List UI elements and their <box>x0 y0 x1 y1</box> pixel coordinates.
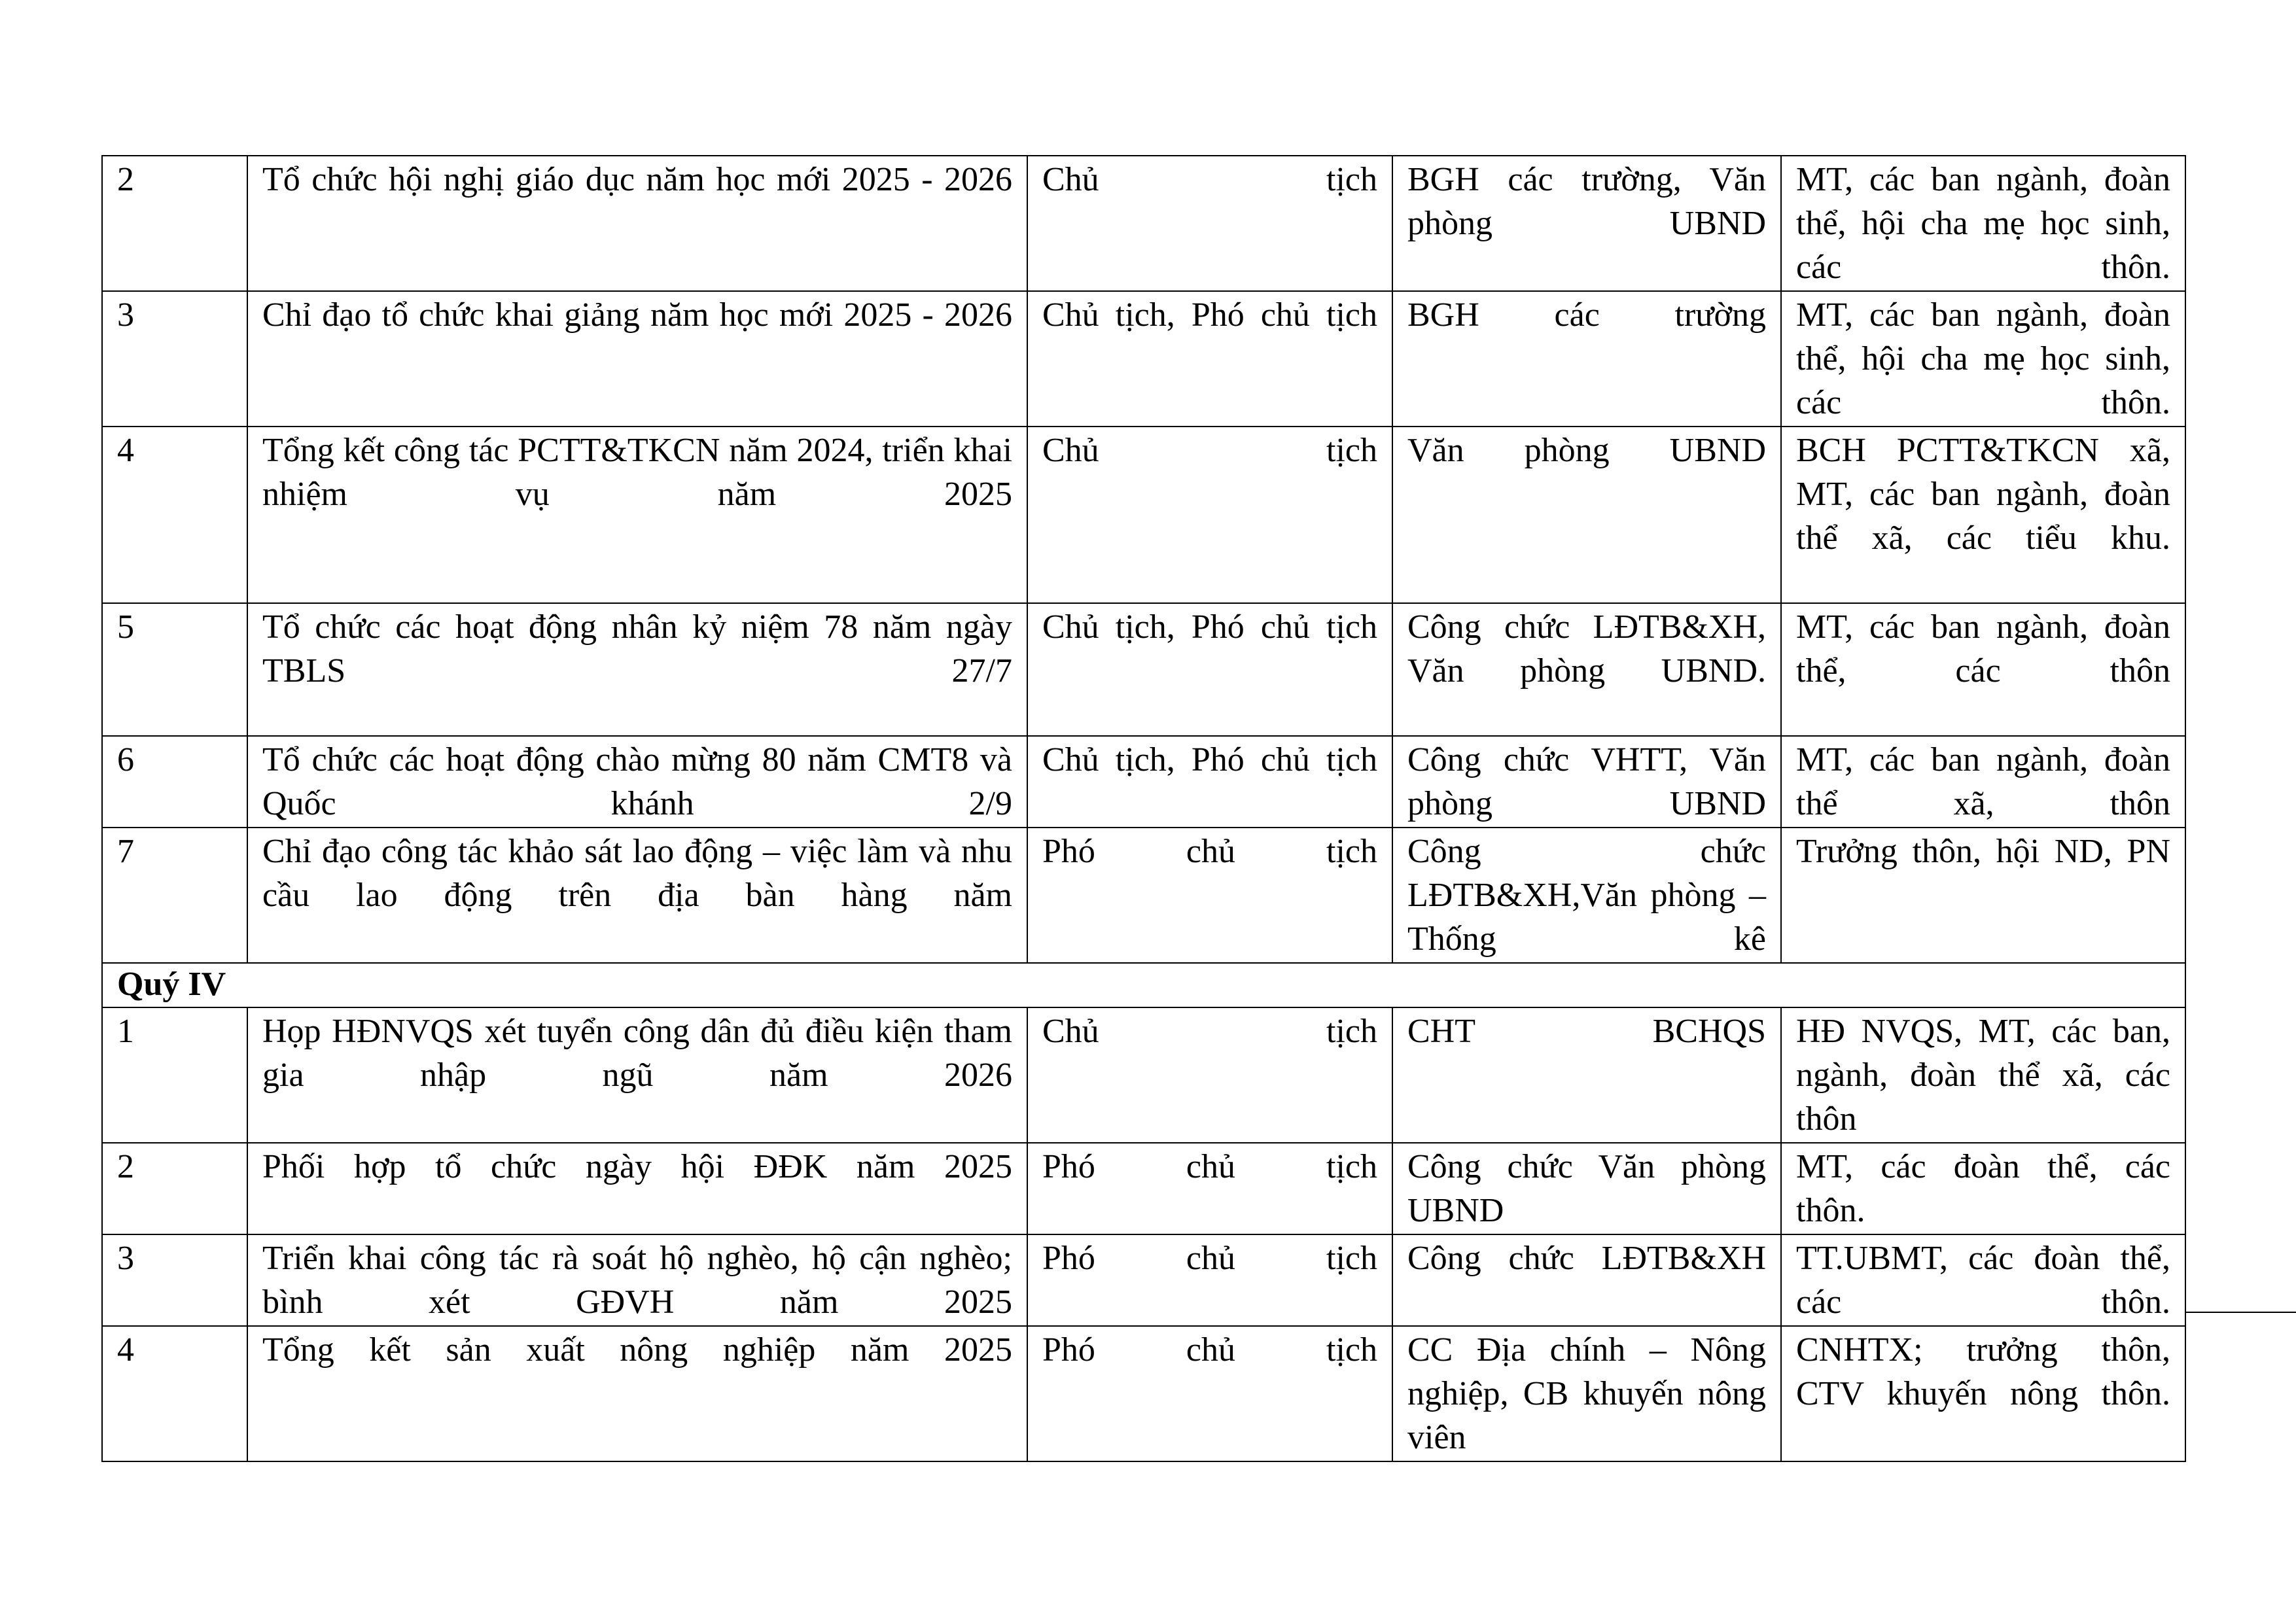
task-cell: Chỉ đạo công tác khảo sát lao động – việc làm và nhu cầu lao động trên địa bàn hàng năm <box>247 828 1027 963</box>
main-cell: Công chức Văn phòng UBND <box>1392 1143 1781 1234</box>
table-row <box>102 1143 2185 1234</box>
coord-cell: HĐ NVQS, MT, các ban, ngành, đoàn thể xã, các thôn <box>1781 1007 2185 1143</box>
task-cell: Phối hợp tổ chức ngày hội ĐĐK năm 2025 <box>247 1143 1027 1234</box>
coord-cell: CNHTX; trưởng thôn, CTV khuyến nông thôn. <box>1781 1326 2185 1461</box>
section-row <box>102 963 2185 1007</box>
main-cell: Công chức LĐTB&XH,Văn phòng – Thống kê <box>1392 828 1781 963</box>
main-cell: Công chức VHTT, Văn phòng UBND <box>1392 736 1781 828</box>
table-row <box>102 1326 2185 1461</box>
table-row <box>102 427 2185 603</box>
main-cell: CC Địa chính – Nông nghiệp, CB khuyến nông viên <box>1392 1326 1781 1461</box>
plan-table <box>101 155 2186 1462</box>
lead-cell: Phó chủ tịch <box>1027 828 1392 963</box>
lead-cell: Chủ tịch <box>1027 1007 1392 1143</box>
table-row <box>102 156 2185 291</box>
task-cell: Tổng kết công tác PCTT&TKCN năm 2024, triển khai nhiệm vụ năm 2025 <box>247 427 1027 603</box>
lead-cell: Chủ tịch, Phó chủ tịch <box>1027 603 1392 736</box>
table-row <box>102 291 2185 427</box>
task-cell: Triển khai công tác rà soát hộ nghèo, hộ cận nghèo; bình xét GĐVH năm 2025 <box>247 1234 1027 1326</box>
main-cell: Công chức LĐTB&XH <box>1392 1234 1781 1326</box>
stt-cell: 2 <box>102 156 247 291</box>
table-row <box>102 828 2185 963</box>
stt-cell: 2 <box>102 1143 247 1234</box>
coord-cell: MT, các ban ngành, đoàn thể xã, thôn <box>1781 736 2185 828</box>
main-cell: Văn phòng UBND <box>1392 427 1781 603</box>
coord-cell: MT, các ban ngành, đoàn thể, các thôn <box>1781 603 2185 736</box>
lead-cell: Chủ tịch, Phó chủ tịch <box>1027 736 1392 828</box>
task-cell: Tổ chức các hoạt động chào mừng 80 năm CMT8 và Quốc khánh 2/9 <box>247 736 1027 828</box>
table-row <box>102 603 2185 736</box>
lead-cell: Chủ tịch <box>1027 156 1392 291</box>
lead-cell: Chủ tịch <box>1027 427 1392 603</box>
stt-cell: 4 <box>102 427 247 603</box>
stt-cell: 5 <box>102 603 247 736</box>
main-cell: CHT BCHQS <box>1392 1007 1781 1143</box>
table-row <box>102 1234 2185 1326</box>
stt-cell: 1 <box>102 1007 247 1143</box>
plan-table-body <box>102 156 2185 1461</box>
lead-cell: Phó chủ tịch <box>1027 1143 1392 1234</box>
lead-cell: Phó chủ tịch <box>1027 1234 1392 1326</box>
table-row <box>102 736 2185 828</box>
main-cell: Công chức LĐTB&XH, Văn phòng UBND. <box>1392 603 1781 736</box>
table-border-extension <box>2185 1312 2296 1313</box>
task-cell: Họp HĐNVQS xét tuyển công dân đủ điều kiện tham gia nhập ngũ năm 2026 <box>247 1007 1027 1143</box>
coord-cell: BCH PCTT&TKCN xã, MT, các ban ngành, đoàn thể xã, các tiểu khu. <box>1781 427 2185 603</box>
coord-cell: MT, các đoàn thể, các thôn. <box>1781 1143 2185 1234</box>
task-cell: Tổ chức các hoạt động nhân kỷ niệm 78 năm ngày TBLS 27/7 <box>247 603 1027 736</box>
coord-cell: TT.UBMT, các đoàn thể, các thôn. <box>1781 1234 2185 1326</box>
stt-cell: 7 <box>102 828 247 963</box>
main-cell: BGH các trường, Văn phòng UBND <box>1392 156 1781 291</box>
coord-cell: MT, các ban ngành, đoàn thể, hội cha mẹ học sinh, các thôn. <box>1781 156 2185 291</box>
section-title: Quý IV <box>102 963 2185 1007</box>
main-cell: BGH các trường <box>1392 291 1781 427</box>
task-cell: Tổ chức hội nghị giáo dục năm học mới 2025 - 2026 <box>247 156 1027 291</box>
stt-cell: 6 <box>102 736 247 828</box>
stt-cell: 3 <box>102 291 247 427</box>
stt-cell: 3 <box>102 1234 247 1326</box>
lead-cell: Chủ tịch, Phó chủ tịch <box>1027 291 1392 427</box>
coord-cell: Trưởng thôn, hội ND, PN <box>1781 828 2185 963</box>
table-row <box>102 1007 2185 1143</box>
task-cell: Chỉ đạo tổ chức khai giảng năm học mới 2025 - 2026 <box>247 291 1027 427</box>
coord-cell: MT, các ban ngành, đoàn thể, hội cha mẹ học sinh, các thôn. <box>1781 291 2185 427</box>
stt-cell: 4 <box>102 1326 247 1461</box>
task-cell: Tổng kết sản xuất nông nghiệp năm 2025 <box>247 1326 1027 1461</box>
lead-cell: Phó chủ tịch <box>1027 1326 1392 1461</box>
